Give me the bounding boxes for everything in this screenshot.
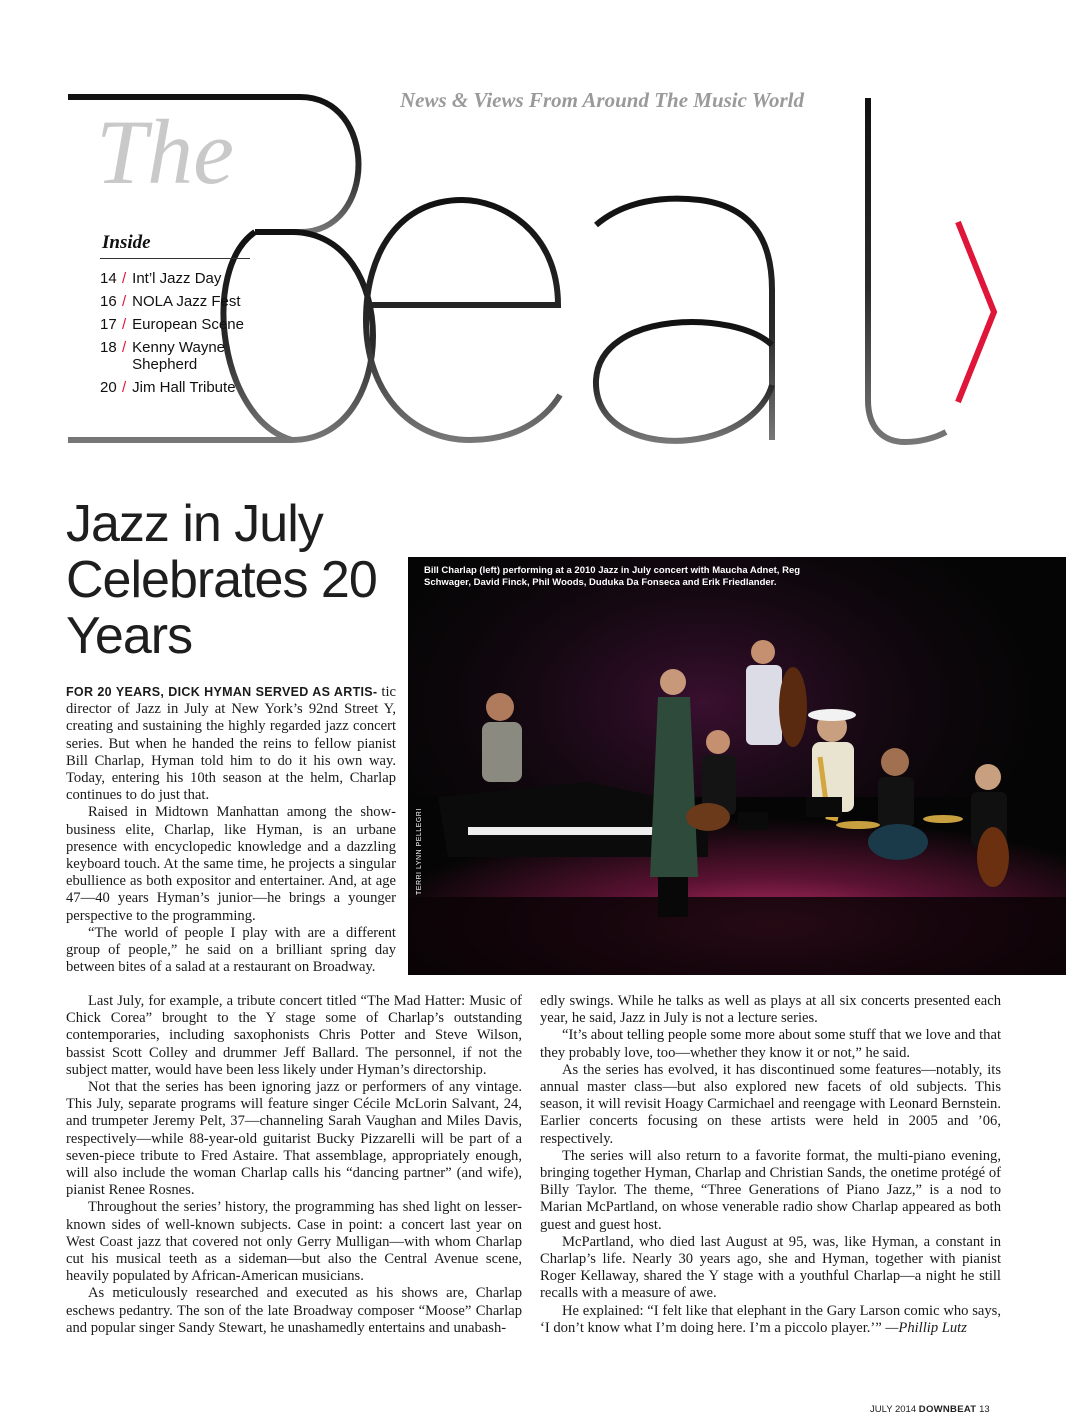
paragraph xyxy=(66,684,396,804)
inside-item-page: 20 xyxy=(100,379,117,396)
inside-divider xyxy=(100,258,250,259)
paragraph: “The world of people I play with are a different group of people,” he said on a brilliant spring day between bites of a salad at a restaurant on Broadway. xyxy=(66,924,396,976)
inside-item-label: Kenny Wayne Shepherd xyxy=(132,339,225,373)
inside-item-slash: / xyxy=(122,293,127,310)
inside-item-label: NOLA Jazz Fest xyxy=(132,293,241,310)
inside-item-page: 17 xyxy=(100,316,117,333)
page-number: 13 xyxy=(979,1404,990,1415)
masthead xyxy=(0,0,1066,470)
stage-illustration xyxy=(408,557,1066,975)
issue-date: JULY 2014 xyxy=(870,1404,917,1415)
inside-item xyxy=(100,270,270,287)
closing-text: He explained: “I felt like that elephant in the Gary Larson comic who says, ‘I don’t know what I’m doing here. I’m a piccolo player.’” xyxy=(540,1302,1001,1336)
page-footer xyxy=(870,1404,990,1415)
article-headline: Jazz in July Celebrates 20 Years xyxy=(66,495,377,665)
lead-in: FOR 20 YEARS, DICK HYMAN SERVED AS ARTIS- xyxy=(66,685,378,699)
photo-credit: TERRI LYNN PELLEGRI xyxy=(416,808,423,895)
paragraph: Throughout the series’ history, the programming has shed light on lesser-known sides of well-known subjects. Case in point: a concert last year on West Coast jazz that covered not only Gerry Mulligan—with whom Charlap cut his musical teeth as a sideman—but also the Central Avenue scene, heavily populated by African-American musicians. xyxy=(66,1199,522,1285)
paragraph-text: tic director of Jazz in July at New York’s 92nd Street Y, creating and sustaining the highly regarded jazz concert series. But when he handed the reins to fellow pianist Bill Charlap, Hyman told him to do it his own way. Today, entering his 10th season at the helm, Charlap continues to do just that. xyxy=(66,684,396,804)
inside-item-page: 18 xyxy=(100,339,117,356)
article-column-right xyxy=(540,993,1001,1337)
inside-heading: Inside xyxy=(102,232,151,253)
article-column-left-lower xyxy=(66,993,522,1337)
photo-caption: Bill Charlap (left) performing at a 2010 Jazz in July concert with Maucha Adnet, Reg Schwager, David Finck, Phil Woods, Duduka Da Fonseca and Erik Friedlander. xyxy=(424,565,801,588)
inside-item xyxy=(100,316,270,333)
paragraph: The series will also return to a favorite format, the multi-piano evening, bringing together Hyman, Charlap and Christian Sands, the onetime protégé of Billy Taylor. The theme, “Three Generations of Piano Jazz,” is a nod to Marian McPartland, on whose venerable radio show Charlap appeared as both guest and guest host. xyxy=(540,1147,1001,1233)
paragraph: “It’s about telling people some more about some stuff that we love and that they probably love, too—whether they know it or not,” he said. xyxy=(540,1027,1001,1061)
inside-list xyxy=(100,270,270,402)
inside-item-page: 14 xyxy=(100,270,117,287)
paragraph: Last July, for example, a tribute concert titled “The Mad Hatter: Music of Chick Corea” brought to the Y stage some of Charlap’s outstanding contemporaries, including saxophonists Chris Potter and Steve Wilson, bassist Scott Colley and drummer Jeff Ballard. The personnel, if not the subject matter, would have been less likely under Hyman’s directorship. xyxy=(66,993,522,1078)
paragraph: Not that the series has been ignoring jazz or performers of any vintage. This July, separate programs will feature singer Cécile McLorin Salvant, 24, and trumpeter Jeremy Pelt, 37—channeling Sarah Vaughan and Miles Davis, respectively—while 88-year-old guitarist Bucky Pizzarelli will be part of a seven-piece tribute to Fred Astaire. That assemblage, appropriately enough, will also include the woman Charlap calls his “dancing partner” (and wife), pianist Renee Rosnes. xyxy=(66,1079,522,1199)
paragraph: edly swings. While he talks as well as plays at all six concerts presented each year, he said, Jazz in July is not a lecture series. xyxy=(540,993,1001,1027)
inside-item-label: Int’l Jazz Day xyxy=(132,270,222,287)
concert-photo xyxy=(408,557,1066,975)
paragraph: Raised in Midtown Manhattan among the show-business elite, Charlap, like Hyman, is an urbane presence with encyclopedic knowledge and a dazzling keyboard touch. At the same time, he projects a singular ebullience as both expositor and entertainer. And, at age 47—40 years Hyman’s junior—he brings a younger perspective to the programming. xyxy=(66,804,396,924)
inside-item-slash: / xyxy=(122,316,127,333)
magazine-name: DOWNBEAT xyxy=(918,1404,977,1415)
inside-item-slash: / xyxy=(122,339,127,356)
paragraph: As meticulously researched and executed as his shows are, Charlap eschews pedantry. The son of the late Broadway composer “Moose” Charlap and popular singer Sandy Stewart, he unashamedly entertains and unabash- xyxy=(66,1285,522,1336)
inside-item-slash: / xyxy=(122,270,127,287)
inside-item xyxy=(100,339,270,373)
inside-item xyxy=(100,379,270,396)
inside-item-label: Jim Hall Tribute xyxy=(132,379,236,396)
masthead-tagline: News & Views From Around The Music World xyxy=(400,88,804,112)
inside-item xyxy=(100,293,270,310)
paragraph xyxy=(540,1303,1001,1337)
inside-item-page: 16 xyxy=(100,293,117,310)
inside-item-label: European Scene xyxy=(132,316,244,333)
inside-item-slash: / xyxy=(122,379,127,396)
masthead-the: The xyxy=(96,101,234,203)
chevron-right-icon xyxy=(958,222,994,402)
paragraph: As the series has evolved, it has discontinued some features—notably, its annual master class—but also explored new facets of old subjects. This season, it will revisit Hoagy Carmichael and reengage with Leonard Bernstein. Earlier concerts focusing on these artists were held in 2005 and ’06, respectively. xyxy=(540,1061,1001,1147)
article-column-left xyxy=(66,684,396,976)
byline: —Phillip Lutz xyxy=(885,1319,967,1336)
paragraph: McPartland, who died last August at 95, was, like Hyman, a constant in Charlap’s life. Nearly 30 years ago, she and Hyman, together with pianist Roger Kellaway, shared the Y stage with a youthful Charlap—a night he still recalls with a measure of awe. xyxy=(540,1233,1001,1302)
